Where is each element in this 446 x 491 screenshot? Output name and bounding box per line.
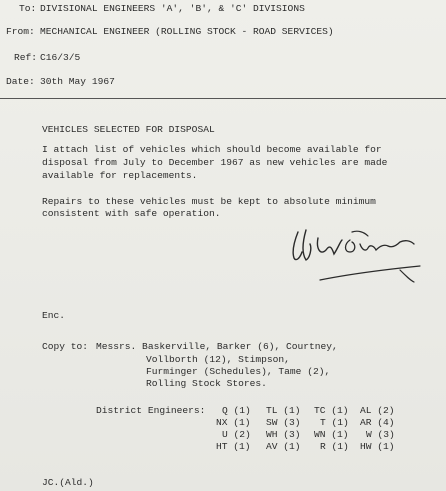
ref-value: C16/3/5 [40,52,81,63]
district-cell: AV (1) [266,441,301,452]
district-cell: U (2) [222,429,251,440]
from-label: From: [6,26,35,37]
district-cell: HT (1) [216,441,251,452]
date-label: Date: [6,76,35,87]
handwritten-signature [280,218,440,298]
from-value: MECHANICAL ENGINEER (ROLLING STOCK - ROAD SERVICES) [40,26,334,37]
ref-label: Ref: [14,52,38,63]
to-label: To: [19,3,37,14]
subject-heading: VEHICLES SELECTED FOR DISPOSAL [42,124,215,135]
district-cell: R (1) [320,441,349,452]
copy-to-line-3: Furminger (Schedules), Tame (2), [146,366,331,377]
para1-line-2: disposal from July to December 1967 as new vehicles are made [42,157,388,168]
district-cell: T (1) [320,417,349,428]
district-cell: TC (1) [314,405,349,416]
header-rule [0,98,446,99]
to-value: DIVISIONAL ENGINEERS 'A', 'B', & 'C' DIVISIONS [40,3,305,14]
district-cell: HW (1) [360,441,395,452]
para1-line-3: available for replacements. [42,170,198,181]
district-engineers-label: District Engineers: [96,405,206,416]
copy-to-line-2: Vollborth (12), Stimpson, [146,354,290,365]
district-cell: WN (1) [314,429,349,440]
district-cell: WH (3) [266,429,301,440]
copy-to-label: Copy to: [42,341,89,352]
copy-to-line-4: Rolling Stock Stores. [146,378,267,389]
district-cell: NX (1) [216,417,251,428]
district-cell: W (3) [366,429,395,440]
date-value: 30th May 1967 [40,76,115,87]
para2-line-1: Repairs to these vehicles must be kept to absolute minimum [42,196,376,207]
district-cell: Q (1) [222,405,251,416]
enclosure-note: Enc. [42,310,66,321]
para2-line-2: consistent with safe operation. [42,208,221,219]
district-cell: AR (4) [360,417,395,428]
district-cell: TL (1) [266,405,301,416]
para1-line-1: I attach list of vehicles which should become available for [42,144,382,155]
district-cell: SW (3) [266,417,301,428]
district-cell: AL (2) [360,405,395,416]
copy-to-line-1: Messrs. Baskerville, Barker (6), Courtney, [96,341,338,352]
footer-initials: JC.(Ald.) [42,477,94,488]
